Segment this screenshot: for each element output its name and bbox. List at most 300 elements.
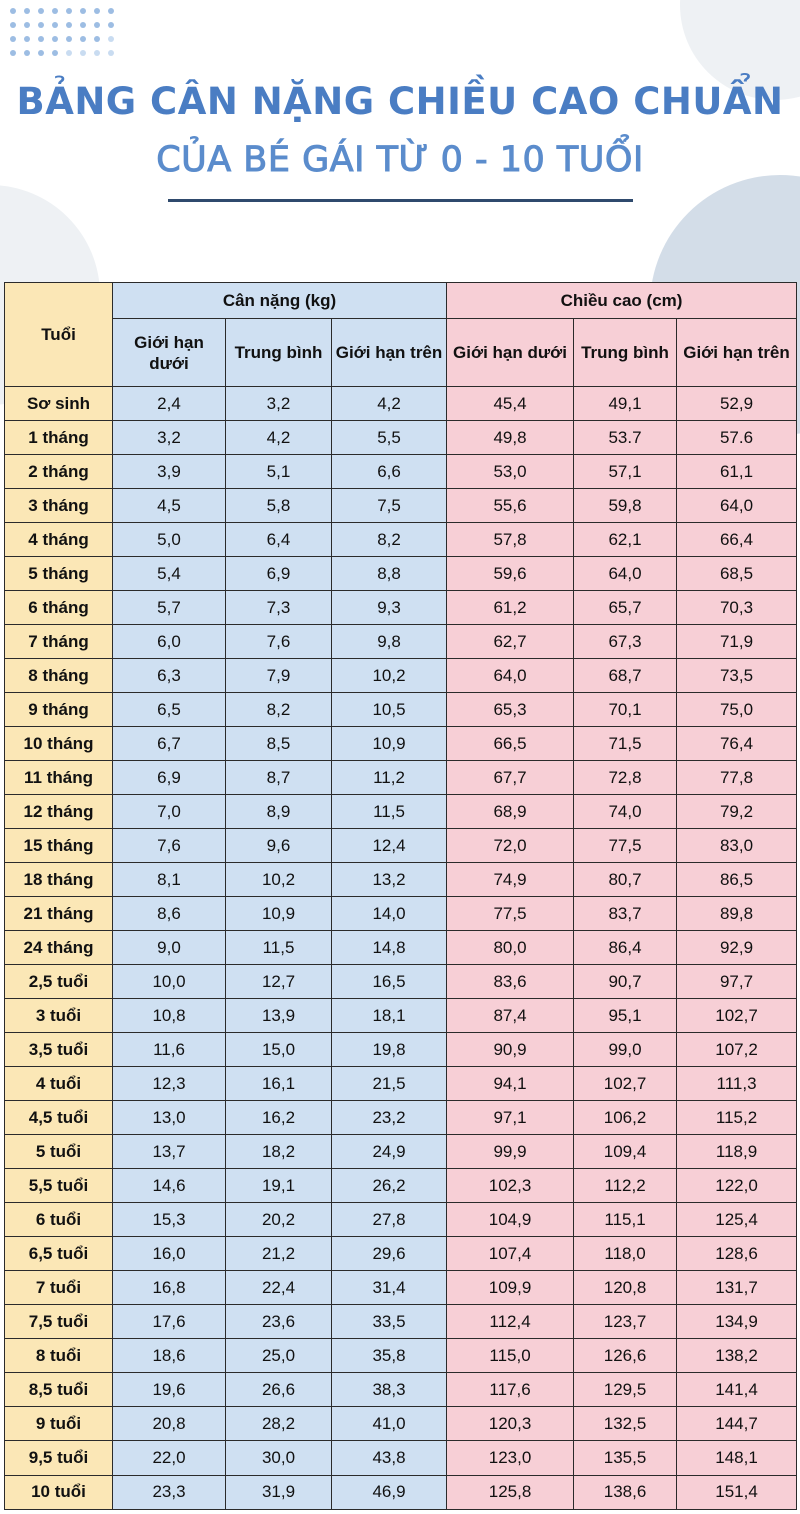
- weight-average-cell: 11,5: [226, 931, 332, 965]
- decor-dot: [38, 50, 44, 56]
- decor-dot: [80, 8, 86, 14]
- height-average-cell: 72,8: [574, 761, 677, 795]
- table-row: [5, 1169, 797, 1203]
- weight-lower-cell: 15,3: [113, 1203, 226, 1237]
- table-row: [5, 421, 797, 455]
- table-row: [5, 1101, 797, 1135]
- decor-dot: [38, 36, 44, 42]
- table-row: [5, 1135, 797, 1169]
- weight-upper-cell: 14,8: [332, 931, 447, 965]
- height-upper-cell: 77,8: [677, 761, 797, 795]
- height-average-cell: 99,0: [574, 1033, 677, 1067]
- height-upper-cell: 75,0: [677, 693, 797, 727]
- height-lower-cell: 49,8: [447, 421, 574, 455]
- height-lower-cell: 57,8: [447, 523, 574, 557]
- height-upper-cell: 64,0: [677, 489, 797, 523]
- weight-lower-cell: 13,0: [113, 1101, 226, 1135]
- decor-dot: [66, 22, 72, 28]
- decor-dot: [94, 36, 100, 42]
- weight-lower-cell: 4,5: [113, 489, 226, 523]
- height-average-cell: 129,5: [574, 1373, 677, 1407]
- weight-upper-cell: 31,4: [332, 1271, 447, 1305]
- height-upper-cell: 97,7: [677, 965, 797, 999]
- height-upper-cell: 52,9: [677, 387, 797, 421]
- weight-average-cell: 16,1: [226, 1067, 332, 1101]
- height-upper-cell: 68,5: [677, 557, 797, 591]
- weight-average-cell: 5,1: [226, 455, 332, 489]
- height-lower-cell: 117,6: [447, 1373, 574, 1407]
- age-cell: 6 tháng: [5, 591, 113, 625]
- table-row: [5, 1271, 797, 1305]
- height-average-cell: 123,7: [574, 1305, 677, 1339]
- height-lower-cell: 53,0: [447, 455, 574, 489]
- height-average-cell: 112,2: [574, 1169, 677, 1203]
- table-row: [5, 1305, 797, 1339]
- weight-lower-cell: 13,7: [113, 1135, 226, 1169]
- height-upper-cell: 131,7: [677, 1271, 797, 1305]
- weight-lower-cell: 6,0: [113, 625, 226, 659]
- height-average-cell: 135,5: [574, 1441, 677, 1475]
- height-lower-cell: 55,6: [447, 489, 574, 523]
- weight-lower-cell: 16,0: [113, 1237, 226, 1271]
- table-row: [5, 829, 797, 863]
- height-lower-cell: 104,9: [447, 1203, 574, 1237]
- height-upper-cell: 61,1: [677, 455, 797, 489]
- height-average-cell: 90,7: [574, 965, 677, 999]
- weight-average-cell: 23,6: [226, 1305, 332, 1339]
- height-upper-cell: 73,5: [677, 659, 797, 693]
- weight-lower-cell: 19,6: [113, 1373, 226, 1407]
- height-average-cell: 65,7: [574, 591, 677, 625]
- weight-upper-cell: 5,5: [332, 421, 447, 455]
- height-average-cell: 132,5: [574, 1407, 677, 1441]
- age-cell: 3 tháng: [5, 489, 113, 523]
- weight-upper-cell: 27,8: [332, 1203, 447, 1237]
- weight-upper-cell: 33,5: [332, 1305, 447, 1339]
- weight-upper-header: Giới hạn trên: [332, 319, 447, 387]
- table-row: [5, 897, 797, 931]
- height-header: Chiều cao (cm): [447, 283, 797, 319]
- weight-lower-cell: 5,0: [113, 523, 226, 557]
- decor-dot: [94, 22, 100, 28]
- height-lower-cell: 77,5: [447, 897, 574, 931]
- table-row: [5, 557, 797, 591]
- weight-upper-cell: 10,5: [332, 693, 447, 727]
- weight-upper-cell: 4,2: [332, 387, 447, 421]
- height-average-header: Trung bình: [574, 319, 677, 387]
- weight-upper-cell: 9,8: [332, 625, 447, 659]
- height-lower-cell: 97,1: [447, 1101, 574, 1135]
- height-upper-cell: 57.6: [677, 421, 797, 455]
- weight-average-cell: 20,2: [226, 1203, 332, 1237]
- weight-average-cell: 30,0: [226, 1441, 332, 1475]
- page-title: BẢNG CÂN NẶNG CHIỀU CAO CHUẨN: [16, 80, 784, 123]
- height-upper-cell: 141,4: [677, 1373, 797, 1407]
- weight-lower-cell: 16,8: [113, 1271, 226, 1305]
- height-lower-cell: 80,0: [447, 931, 574, 965]
- weight-upper-cell: 8,8: [332, 557, 447, 591]
- age-cell: 6 tuổi: [5, 1203, 113, 1237]
- weight-upper-cell: 12,4: [332, 829, 447, 863]
- height-upper-cell: 138,2: [677, 1339, 797, 1373]
- height-average-cell: 95,1: [574, 999, 677, 1033]
- table-row: [5, 625, 797, 659]
- height-average-cell: 67,3: [574, 625, 677, 659]
- height-upper-cell: 118,9: [677, 1135, 797, 1169]
- table-row: [5, 863, 797, 897]
- decor-dot: [108, 8, 114, 14]
- weight-average-cell: 19,1: [226, 1169, 332, 1203]
- height-average-cell: 71,5: [574, 727, 677, 761]
- height-upper-cell: 86,5: [677, 863, 797, 897]
- weight-lower-cell: 14,6: [113, 1169, 226, 1203]
- age-cell: 21 tháng: [5, 897, 113, 931]
- age-cell: 4 tháng: [5, 523, 113, 557]
- decor-dot: [24, 22, 30, 28]
- weight-upper-cell: 43,8: [332, 1441, 447, 1475]
- decor-dot: [38, 8, 44, 14]
- age-cell: 15 tháng: [5, 829, 113, 863]
- weight-upper-cell: 21,5: [332, 1067, 447, 1101]
- weight-average-cell: 8,9: [226, 795, 332, 829]
- height-upper-cell: 122,0: [677, 1169, 797, 1203]
- weight-lower-cell: 5,4: [113, 557, 226, 591]
- weight-average-cell: 3,2: [226, 387, 332, 421]
- height-upper-cell: 83,0: [677, 829, 797, 863]
- height-upper-cell: 115,2: [677, 1101, 797, 1135]
- weight-upper-cell: 11,5: [332, 795, 447, 829]
- table-row: [5, 455, 797, 489]
- height-lower-cell: 102,3: [447, 1169, 574, 1203]
- table-row: [5, 1373, 797, 1407]
- weight-average-cell: 6,9: [226, 557, 332, 591]
- decor-dot: [10, 8, 16, 14]
- decor-dot: [66, 50, 72, 56]
- decor-dot: [24, 36, 30, 42]
- height-average-cell: 64,0: [574, 557, 677, 591]
- height-average-cell: 77,5: [574, 829, 677, 863]
- height-average-cell: 109,4: [574, 1135, 677, 1169]
- decor-dot: [80, 36, 86, 42]
- table-row: [5, 1203, 797, 1237]
- weight-average-cell: 8,5: [226, 727, 332, 761]
- decor-dot: [108, 36, 114, 42]
- age-cell: 3 tuổi: [5, 999, 113, 1033]
- table-row: [5, 1339, 797, 1373]
- weight-lower-cell: 6,7: [113, 727, 226, 761]
- age-cell: 4,5 tuổi: [5, 1101, 113, 1135]
- height-upper-cell: 92,9: [677, 931, 797, 965]
- decor-dot: [10, 22, 16, 28]
- weight-lower-cell: 7,6: [113, 829, 226, 863]
- age-cell: 5,5 tuổi: [5, 1169, 113, 1203]
- height-average-cell: 53.7: [574, 421, 677, 455]
- height-lower-cell: 83,6: [447, 965, 574, 999]
- height-average-cell: 86,4: [574, 931, 677, 965]
- growth-table: [4, 282, 797, 1510]
- weight-average-cell: 8,2: [226, 693, 332, 727]
- table-row: [5, 591, 797, 625]
- table-row: [5, 727, 797, 761]
- weight-average-cell: 21,2: [226, 1237, 332, 1271]
- table-row: [5, 931, 797, 965]
- weight-upper-cell: 6,6: [332, 455, 447, 489]
- age-cell: 9 tháng: [5, 693, 113, 727]
- table-row: [5, 1441, 797, 1475]
- height-upper-cell: 70,3: [677, 591, 797, 625]
- weight-lower-cell: 2,4: [113, 387, 226, 421]
- decor-dot: [52, 36, 58, 42]
- decor-dot: [94, 8, 100, 14]
- weight-upper-cell: 10,2: [332, 659, 447, 693]
- height-average-cell: 126,6: [574, 1339, 677, 1373]
- weight-lower-cell: 17,6: [113, 1305, 226, 1339]
- table-row: [5, 1407, 797, 1441]
- weight-lower-cell: 8,6: [113, 897, 226, 931]
- weight-header: Cân nặng (kg): [113, 283, 447, 319]
- height-average-cell: 57,1: [574, 455, 677, 489]
- table-row: [5, 1237, 797, 1271]
- decor-dot: [10, 36, 16, 42]
- weight-lower-cell: 11,6: [113, 1033, 226, 1067]
- weight-average-cell: 15,0: [226, 1033, 332, 1067]
- weight-lower-cell: 5,7: [113, 591, 226, 625]
- weight-upper-cell: 24,9: [332, 1135, 447, 1169]
- weight-average-cell: 26,6: [226, 1373, 332, 1407]
- height-average-cell: 106,2: [574, 1101, 677, 1135]
- height-lower-cell: 109,9: [447, 1271, 574, 1305]
- decor-dot-grid: [10, 8, 117, 59]
- weight-upper-cell: 26,2: [332, 1169, 447, 1203]
- height-upper-cell: 148,1: [677, 1441, 797, 1475]
- weight-lower-cell: 7,0: [113, 795, 226, 829]
- weight-average-cell: 5,8: [226, 489, 332, 523]
- height-lower-cell: 125,8: [447, 1475, 574, 1510]
- weight-upper-cell: 38,3: [332, 1373, 447, 1407]
- weight-lower-cell: 6,3: [113, 659, 226, 693]
- height-average-cell: 62,1: [574, 523, 677, 557]
- table-row: [5, 1033, 797, 1067]
- weight-average-cell: 13,9: [226, 999, 332, 1033]
- height-upper-cell: 111,3: [677, 1067, 797, 1101]
- weight-average-cell: 12,7: [226, 965, 332, 999]
- table-row: [5, 795, 797, 829]
- age-cell: 7 tháng: [5, 625, 113, 659]
- age-cell: 9,5 tuổi: [5, 1441, 113, 1475]
- weight-average-header: Trung bình: [226, 319, 332, 387]
- weight-lower-cell: 10,0: [113, 965, 226, 999]
- table-row: [5, 489, 797, 523]
- decor-dot: [10, 50, 16, 56]
- decor-dot: [66, 8, 72, 14]
- height-average-cell: 49,1: [574, 387, 677, 421]
- height-average-cell: 70,1: [574, 693, 677, 727]
- weight-upper-cell: 41,0: [332, 1407, 447, 1441]
- age-cell: 1 tháng: [5, 421, 113, 455]
- height-lower-cell: 61,2: [447, 591, 574, 625]
- age-cell: 2 tháng: [5, 455, 113, 489]
- decor-dot: [38, 22, 44, 28]
- height-lower-cell: 72,0: [447, 829, 574, 863]
- decor-dot: [24, 8, 30, 14]
- weight-lower-header: Giới hạn dưới: [113, 319, 226, 387]
- weight-lower-cell: 23,3: [113, 1475, 226, 1510]
- age-cell: 6,5 tuổi: [5, 1237, 113, 1271]
- height-upper-header: Giới hạn trên: [677, 319, 797, 387]
- height-lower-cell: 112,4: [447, 1305, 574, 1339]
- height-lower-cell: 107,4: [447, 1237, 574, 1271]
- age-cell: 4 tuổi: [5, 1067, 113, 1101]
- weight-lower-cell: 9,0: [113, 931, 226, 965]
- decor-dot: [80, 22, 86, 28]
- height-upper-cell: 134,9: [677, 1305, 797, 1339]
- height-upper-cell: 144,7: [677, 1407, 797, 1441]
- height-upper-cell: 66,4: [677, 523, 797, 557]
- age-cell: 24 tháng: [5, 931, 113, 965]
- weight-lower-cell: 12,3: [113, 1067, 226, 1101]
- weight-lower-cell: 22,0: [113, 1441, 226, 1475]
- weight-average-cell: 28,2: [226, 1407, 332, 1441]
- age-cell: 2,5 tuổi: [5, 965, 113, 999]
- height-upper-cell: 102,7: [677, 999, 797, 1033]
- weight-average-cell: 25,0: [226, 1339, 332, 1373]
- height-lower-cell: 62,7: [447, 625, 574, 659]
- height-lower-header: Giới hạn dưới: [447, 319, 574, 387]
- decor-dot: [52, 22, 58, 28]
- weight-average-cell: 7,9: [226, 659, 332, 693]
- decor-dot: [52, 8, 58, 14]
- decor-dot: [94, 50, 100, 56]
- decor-dot: [52, 50, 58, 56]
- table-row: [5, 999, 797, 1033]
- height-upper-cell: 89,8: [677, 897, 797, 931]
- height-lower-cell: 90,9: [447, 1033, 574, 1067]
- decor-dot: [80, 50, 86, 56]
- height-average-cell: 68,7: [574, 659, 677, 693]
- table-row: [5, 1067, 797, 1101]
- age-cell: 3,5 tuổi: [5, 1033, 113, 1067]
- height-upper-cell: 79,2: [677, 795, 797, 829]
- height-upper-cell: 128,6: [677, 1237, 797, 1271]
- title-divider: [168, 199, 633, 202]
- weight-average-cell: 7,3: [226, 591, 332, 625]
- weight-average-cell: 8,7: [226, 761, 332, 795]
- weight-average-cell: 4,2: [226, 421, 332, 455]
- weight-upper-cell: 13,2: [332, 863, 447, 897]
- height-upper-cell: 71,9: [677, 625, 797, 659]
- weight-upper-cell: 18,1: [332, 999, 447, 1033]
- weight-lower-cell: 6,9: [113, 761, 226, 795]
- decor-dot: [66, 36, 72, 42]
- height-average-cell: 74,0: [574, 795, 677, 829]
- height-lower-cell: 68,9: [447, 795, 574, 829]
- weight-average-cell: 7,6: [226, 625, 332, 659]
- height-average-cell: 59,8: [574, 489, 677, 523]
- weight-lower-cell: 3,2: [113, 421, 226, 455]
- decor-dot: [108, 50, 114, 56]
- weight-upper-cell: 35,8: [332, 1339, 447, 1373]
- height-upper-cell: 107,2: [677, 1033, 797, 1067]
- page-subtitle: CỦA BÉ GÁI TỪ 0 - 10 TUỔI: [156, 140, 644, 180]
- age-cell: 5 tuổi: [5, 1135, 113, 1169]
- height-average-cell: 115,1: [574, 1203, 677, 1237]
- weight-average-cell: 10,2: [226, 863, 332, 897]
- weight-lower-cell: 3,9: [113, 455, 226, 489]
- table-row: [5, 387, 797, 421]
- weight-average-cell: 16,2: [226, 1101, 332, 1135]
- height-average-cell: 138,6: [574, 1475, 677, 1510]
- age-cell: 10 tuổi: [5, 1475, 113, 1510]
- age-header: Tuổi: [5, 283, 113, 387]
- weight-average-cell: 18,2: [226, 1135, 332, 1169]
- weight-upper-cell: 14,0: [332, 897, 447, 931]
- weight-upper-cell: 19,8: [332, 1033, 447, 1067]
- height-average-cell: 83,7: [574, 897, 677, 931]
- decor-dot: [24, 50, 30, 56]
- height-lower-cell: 59,6: [447, 557, 574, 591]
- weight-upper-cell: 8,2: [332, 523, 447, 557]
- height-lower-cell: 99,9: [447, 1135, 574, 1169]
- height-lower-cell: 74,9: [447, 863, 574, 897]
- weight-upper-cell: 11,2: [332, 761, 447, 795]
- table-row: [5, 523, 797, 557]
- table-row: [5, 965, 797, 999]
- age-cell: 7,5 tuổi: [5, 1305, 113, 1339]
- age-cell: 10 tháng: [5, 727, 113, 761]
- weight-upper-cell: 46,9: [332, 1475, 447, 1510]
- height-lower-cell: 120,3: [447, 1407, 574, 1441]
- age-cell: 7 tuổi: [5, 1271, 113, 1305]
- weight-average-cell: 9,6: [226, 829, 332, 863]
- decor-dot: [108, 22, 114, 28]
- age-cell: 8,5 tuổi: [5, 1373, 113, 1407]
- age-cell: 9 tuổi: [5, 1407, 113, 1441]
- age-cell: 12 tháng: [5, 795, 113, 829]
- weight-upper-cell: 23,2: [332, 1101, 447, 1135]
- age-cell: 11 tháng: [5, 761, 113, 795]
- weight-upper-cell: 9,3: [332, 591, 447, 625]
- weight-lower-cell: 6,5: [113, 693, 226, 727]
- height-lower-cell: 45,4: [447, 387, 574, 421]
- weight-lower-cell: 20,8: [113, 1407, 226, 1441]
- height-upper-cell: 125,4: [677, 1203, 797, 1237]
- weight-upper-cell: 16,5: [332, 965, 447, 999]
- age-cell: 8 tuổi: [5, 1339, 113, 1373]
- weight-lower-cell: 10,8: [113, 999, 226, 1033]
- weight-lower-cell: 18,6: [113, 1339, 226, 1373]
- height-lower-cell: 115,0: [447, 1339, 574, 1373]
- height-upper-cell: 76,4: [677, 727, 797, 761]
- age-cell: 5 tháng: [5, 557, 113, 591]
- weight-average-cell: 31,9: [226, 1475, 332, 1510]
- weight-lower-cell: 8,1: [113, 863, 226, 897]
- height-lower-cell: 67,7: [447, 761, 574, 795]
- table-row: [5, 693, 797, 727]
- table-row: [5, 761, 797, 795]
- height-lower-cell: 65,3: [447, 693, 574, 727]
- weight-upper-cell: 29,6: [332, 1237, 447, 1271]
- height-lower-cell: 87,4: [447, 999, 574, 1033]
- height-upper-cell: 151,4: [677, 1475, 797, 1510]
- age-cell: Sơ sinh: [5, 387, 113, 421]
- weight-average-cell: 6,4: [226, 523, 332, 557]
- height-lower-cell: 94,1: [447, 1067, 574, 1101]
- height-average-cell: 102,7: [574, 1067, 677, 1101]
- height-average-cell: 80,7: [574, 863, 677, 897]
- height-lower-cell: 123,0: [447, 1441, 574, 1475]
- table-row: [5, 659, 797, 693]
- weight-upper-cell: 10,9: [332, 727, 447, 761]
